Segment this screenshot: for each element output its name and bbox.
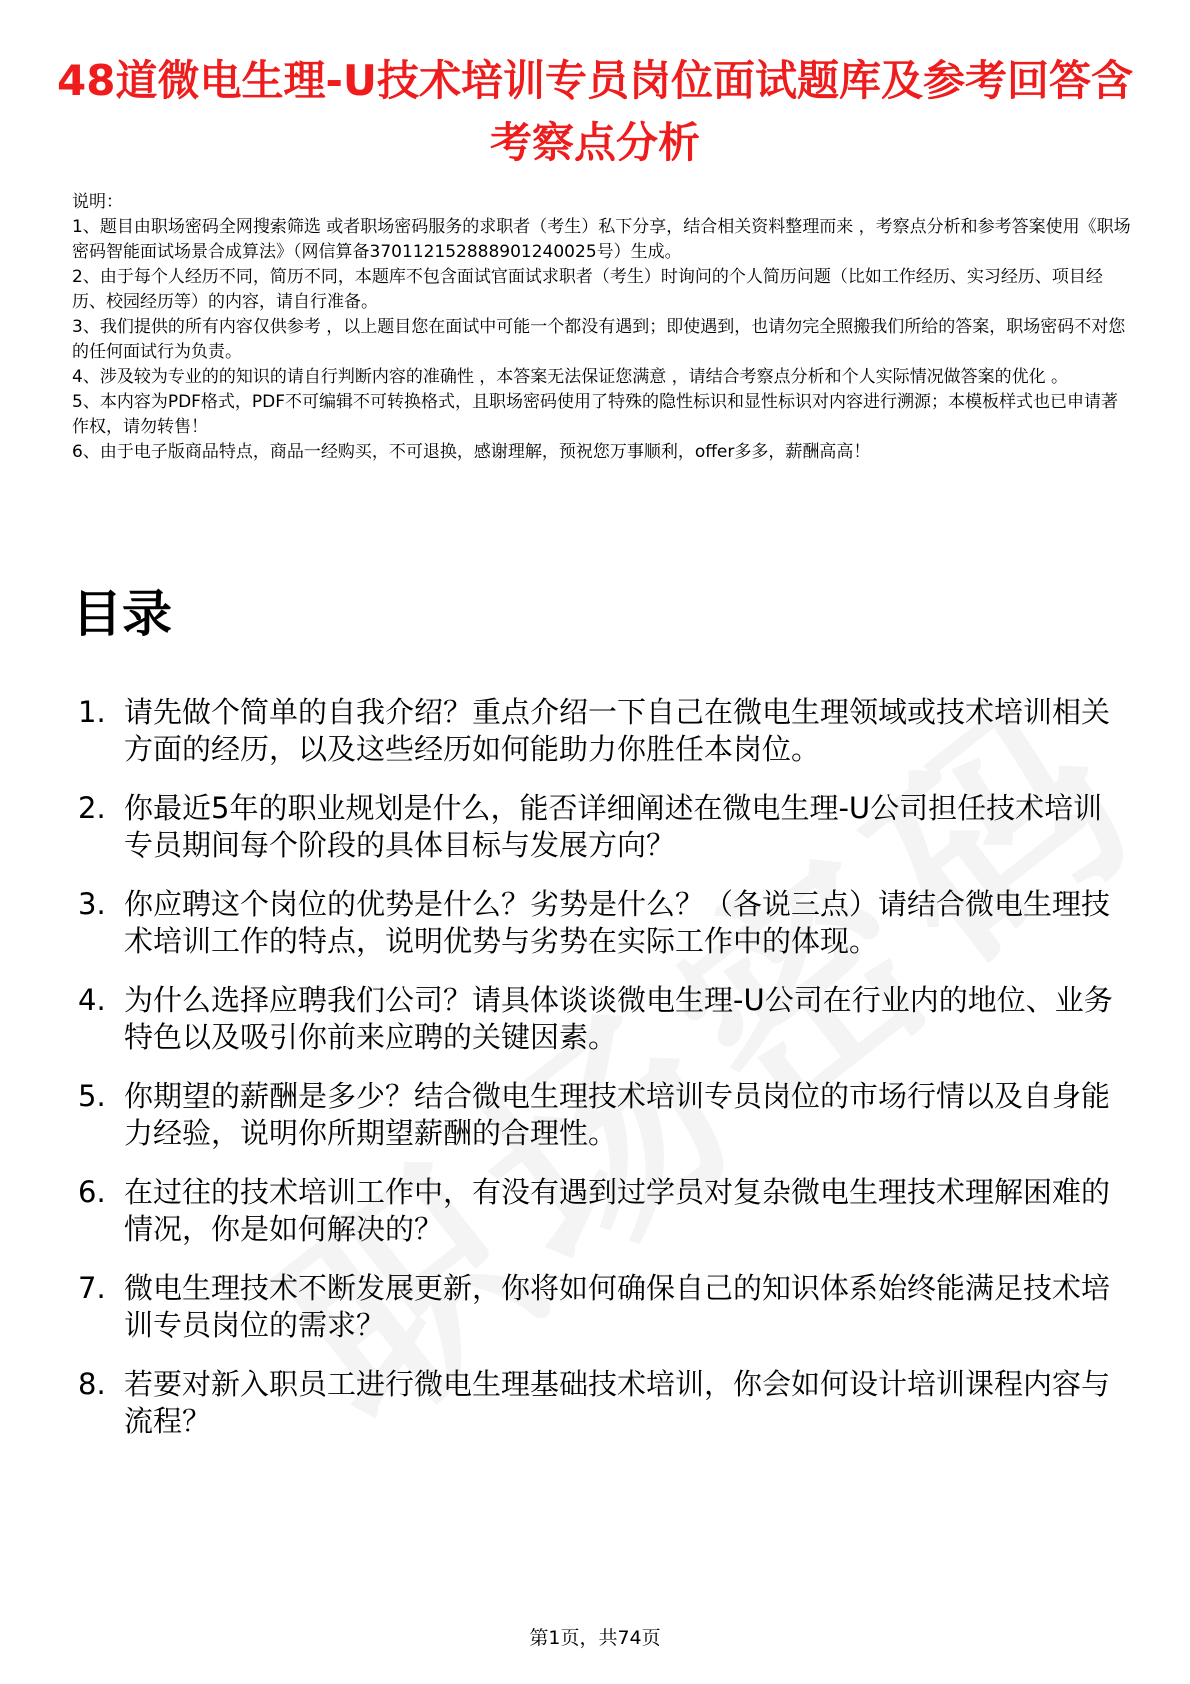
page-footer: 第1页，共74页: [529, 1627, 661, 1649]
toc-item-number: 5.: [78, 1079, 106, 1113]
toc-item-number: 3.: [78, 887, 106, 921]
toc-item-number: 2.: [78, 791, 106, 825]
page-title: 48道微电生理-U技术培训专员岗位面试题库及参考回答含考察点分析: [57, 56, 1133, 167]
toc-item[interactable]: [72, 1270, 1122, 1344]
toc-item[interactable]: [72, 1366, 1122, 1440]
toc-list: [72, 694, 1122, 1462]
toc-item-number: 4.: [78, 983, 106, 1017]
toc-item-number: 7.: [78, 1271, 106, 1305]
toc-item[interactable]: [72, 694, 1122, 768]
toc-item-text: 请先做个简单的自我介绍？重点介绍一下自己在微电生理领域或技术培训相关方面的经历，以及这些经历如何能助力你胜任本岗位。: [124, 695, 1111, 766]
toc-item-text: 若要对新入职员工进行微电生理基础技术培训，你会如何设计培训课程内容与流程？: [124, 1367, 1111, 1438]
note-item: 6、由于电子版商品特点，商品一经购买，不可退换，感谢理解，预祝您万事顺利，offer多多，薪酬高高！: [72, 442, 871, 462]
notes-heading: 说明：: [72, 192, 123, 212]
note-item: 3、我们提供的所有内容仅供参考 ，以上题目您在面试中可能一个都没有遇到；即使遇到，也请勿完全照搬我们所给的答案，职场密码不对您的任何面试行为负责。: [72, 317, 1126, 362]
toc-item-number: 1.: [78, 695, 106, 729]
toc-item-text: 你应聘这个岗位的优势是什么？劣势是什么？（各说三点）请结合微电生理技术培训工作的特点，说明优势与劣势在实际工作中的体现。: [124, 887, 1111, 958]
toc-heading: 目录: [72, 585, 172, 643]
notes-section: [72, 190, 1132, 465]
toc-item[interactable]: [72, 886, 1122, 960]
toc-item-text: 微电生理技术不断发展更新，你将如何确保自己的知识体系始终能满足技术培训专员岗位的需求？: [124, 1271, 1111, 1342]
note-item: 5、本内容为PDF格式，PDF不可编辑不可转换格式，且职场密码使用了特殊的隐性标识和显性标识对内容进行溯源；本模板样式也已申请著作权，请勿转售！: [72, 392, 1119, 437]
note-item: 4、涉及较为专业的的知识的请自行判断内容的准确性 ，本答案无法保证您满意 ，请结合考察点分析和个人实际情况做答案的优化 。: [72, 367, 1069, 387]
note-item: 1、题目由职场密码全网搜索筛选 或者职场密码服务的求职者（考生）私下分享，结合相关资料整理而来 ，考察点分析和参考答案使用《职场密码智能面试场景合成算法》（网信算备370112152888901240025号）生成。: [72, 217, 1131, 262]
toc-item-number: 8.: [78, 1367, 106, 1401]
toc-item[interactable]: [72, 982, 1122, 1056]
toc-item[interactable]: [72, 790, 1122, 864]
toc-item[interactable]: [72, 1174, 1122, 1248]
note-item: 2、由于每个人经历不同，简历不同，本题库不包含面试官面试求职者（考生）时询问的个人简历问题（比如工作经历、实习经历、项目经历、校园经历等）的内容，请自行准备。: [72, 267, 1103, 312]
toc-item[interactable]: [72, 1078, 1122, 1152]
toc-item-text: 你期望的薪酬是多少？结合微电生理技术培训专员岗位的市场行情以及自身能力经验，说明你所期望薪酬的合理性。: [124, 1079, 1111, 1150]
toc-item-text: 在过往的技术培训工作中，有没有遇到过学员对复杂微电生理技术理解困难的情况，你是如何解决的？: [124, 1175, 1111, 1246]
toc-item-text: 为什么选择应聘我们公司？请具体谈谈微电生理-U公司在行业内的地位、业务特色以及吸引你前来应聘的关键因素。: [124, 983, 1113, 1054]
toc-item-text: 你最近5年的职业规划是什么，能否详细阐述在微电生理-U公司担任技术培训专员期间每个阶段的具体目标与发展方向？: [124, 791, 1103, 862]
toc-item-number: 6.: [78, 1175, 106, 1209]
